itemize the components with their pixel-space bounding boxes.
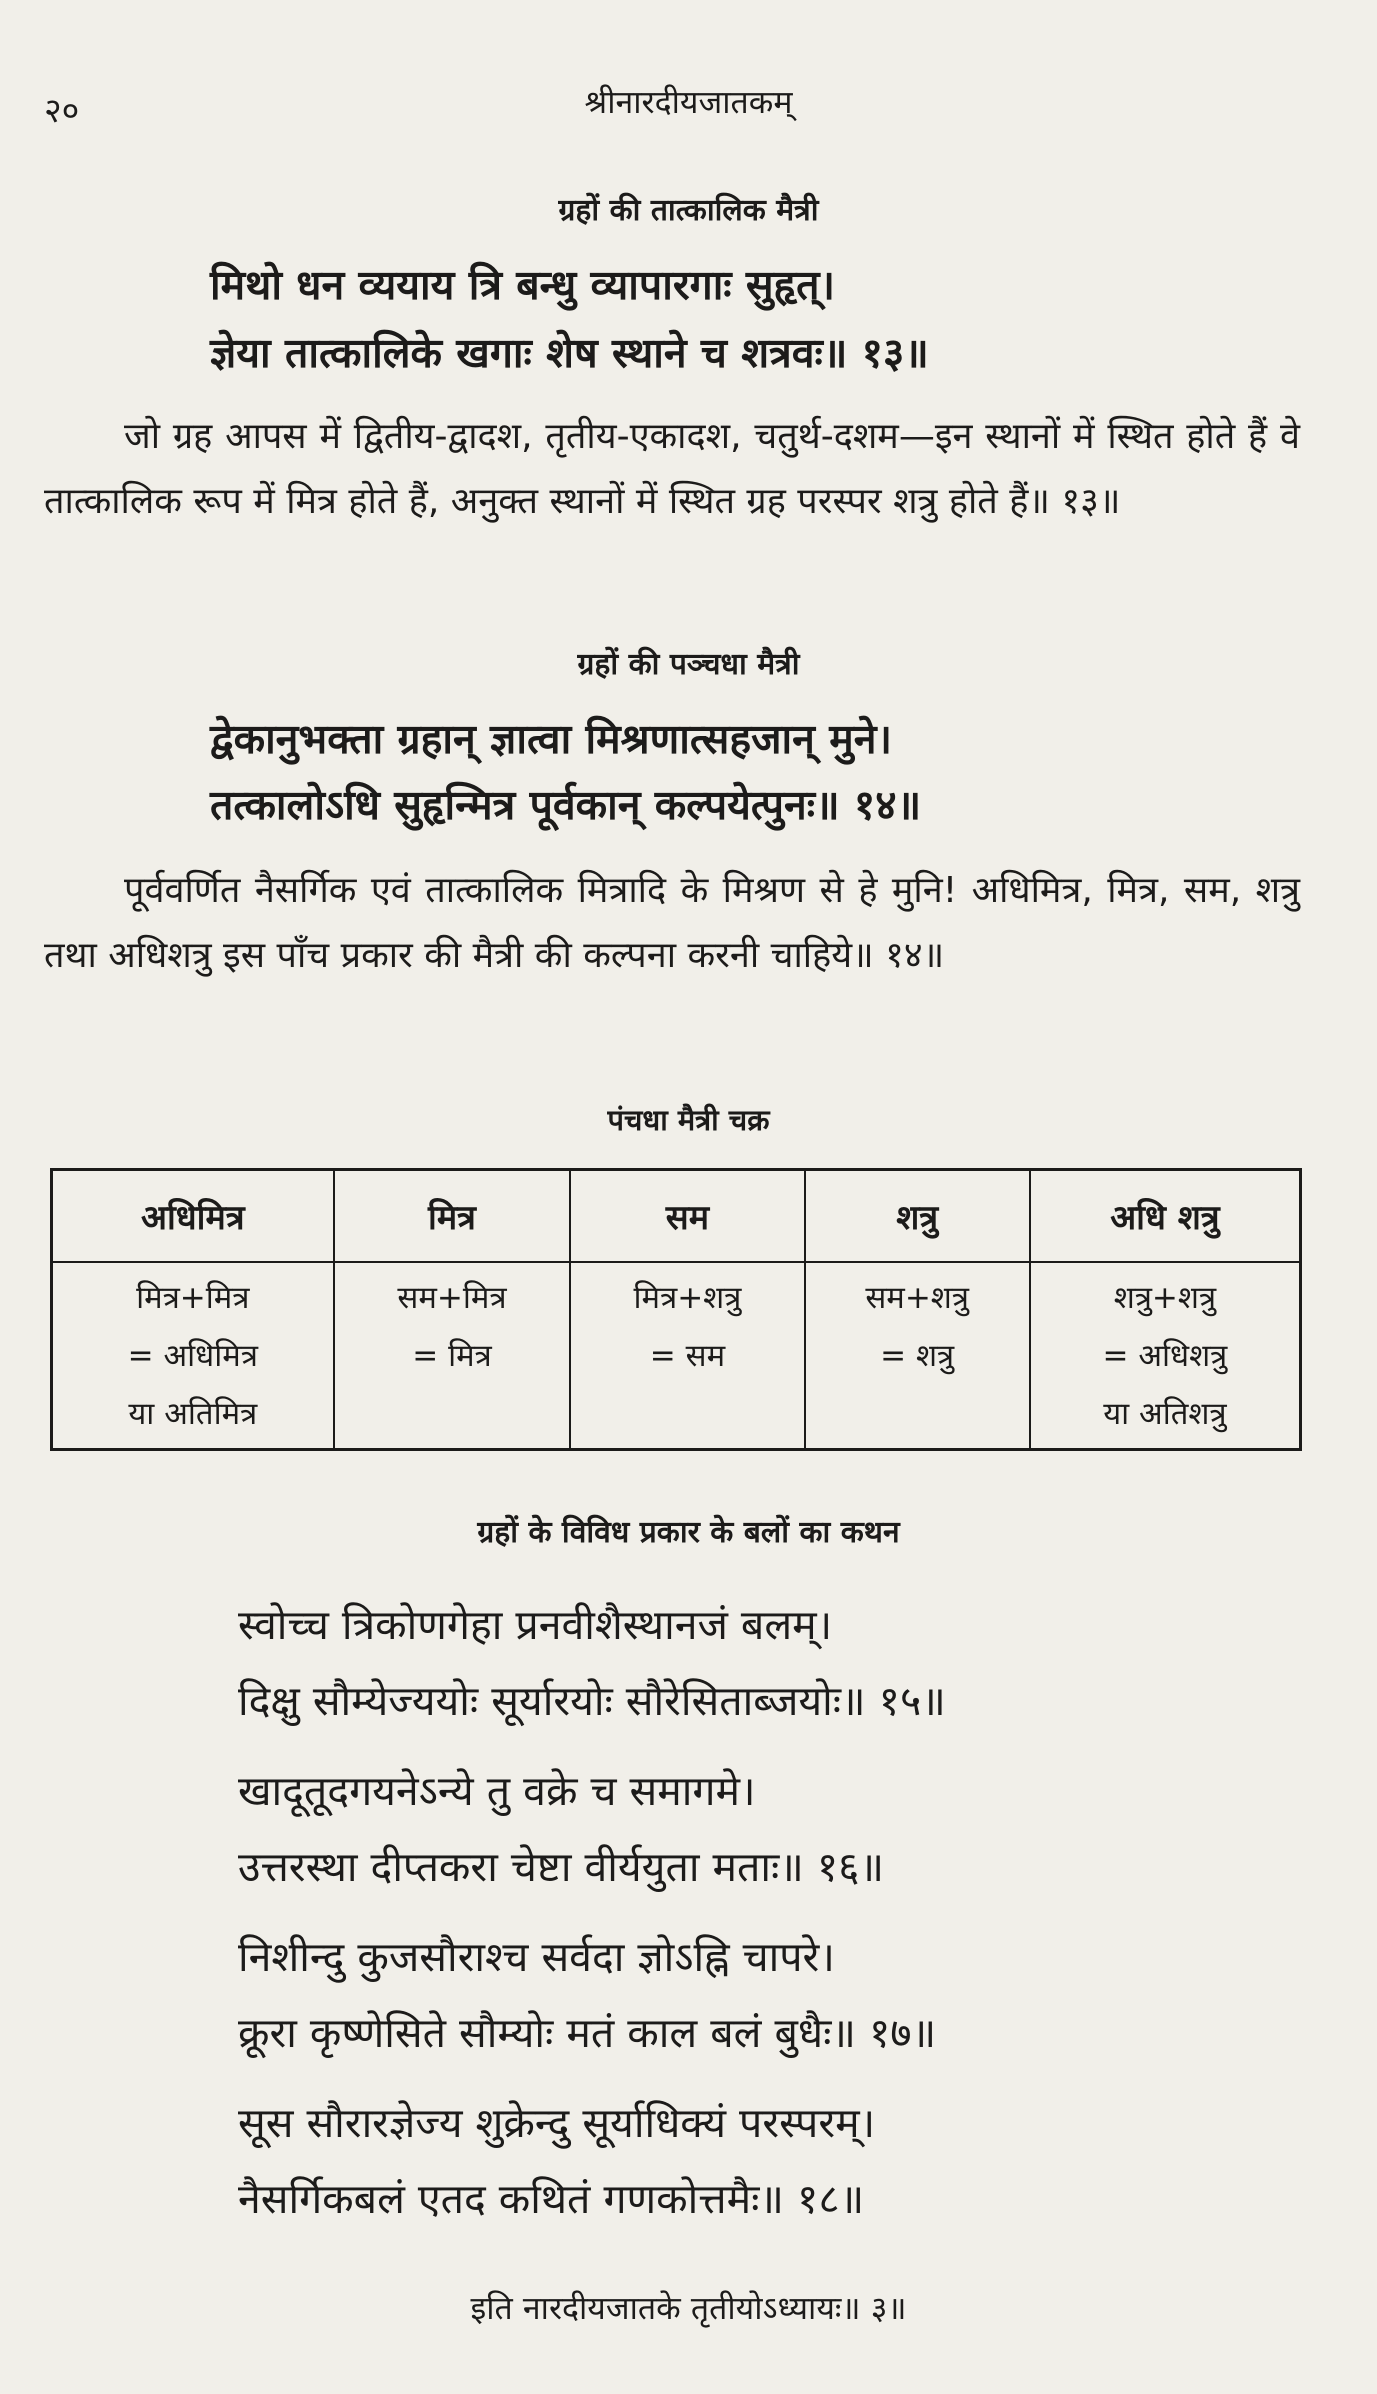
section3-heading: ग्रहों के विविध प्रकार के बलों का कथन	[477, 1515, 900, 1550]
table-title: पंचधा मैत्री चक्र	[607, 1103, 770, 1137]
header-shatru: शत्रु	[805, 1170, 1030, 1263]
verse-13-line-1: मिथो धन व्ययाय त्रि बन्धु व्यापारगाः सुहृत्।	[210, 261, 836, 309]
cell-sam: मित्र+शत्रु = सम	[570, 1262, 804, 1450]
verse-18-line-2: नैसर्गिकबलं एतद कथितं गणकोत्तमैः॥ १८॥	[238, 2175, 865, 2223]
header-adhimitra: अधिमित्र	[52, 1170, 334, 1263]
cell-adhishatru: शत्रु+शत्रु = अधिशत्रु या अतिशत्रु	[1030, 1262, 1301, 1450]
verse-16-line-2: उत्तरस्था दीप्तकरा चेष्टा वीर्ययुता मताः॥ १६॥	[238, 1843, 885, 1891]
section1-heading: ग्रहों की तात्कालिक मैत्री	[558, 193, 819, 228]
header-sam: सम	[570, 1170, 804, 1263]
verse-15-line-2: दिक्षु सौम्येज्ययोः सूर्यारयोः सौरेसिताब्जयोः॥ १५॥	[238, 1677, 946, 1725]
verse-15-line-1: स्वोच्च त्रिकोणगेहा प्रनवीशैस्थानजं बलम्।	[238, 1601, 833, 1649]
cell-shatru: सम+शत्रु = शत्रु	[805, 1262, 1030, 1450]
commentary-13: जो ग्रह आपस में द्वितीय-द्वादश, तृतीय-एकादश, चतुर्थ-दशम—इन स्थानों में स्थित होते हैं वे तात्कालिक रूप में मित्र होते हैं, अनुक्त स्थानों में स्थित ग्रह परस्पर शत्रु होते हैं॥ १३॥	[44, 416, 1300, 522]
cell-adhimitra: मित्र+मित्र = अधिमित्र या अतिमित्र	[52, 1262, 334, 1450]
verse-18-line-1: सूस सौरारज्ञेज्य शुक्रेन्दु सूर्याधिक्यं परस्परम्।	[238, 2099, 876, 2147]
section2-heading: ग्रहों की पञ्चधा मैत्री	[577, 647, 800, 682]
table-header-row	[52, 1170, 1301, 1263]
chapter-colophon: इति नारदीयजातके तृतीयोऽध्यायः॥ ३॥	[470, 2289, 907, 2327]
panchadha-maitri-table	[50, 1168, 1302, 1451]
table-row	[52, 1262, 1301, 1450]
verse-13-line-2: ज्ञेया तात्कालिके खगाः शेष स्थाने च शत्रवः॥ १३॥	[210, 329, 929, 377]
verse-17-line-2: क्रूरा कृष्णेसिते सौम्योः मतं काल बलं बुधैः॥ १७॥	[238, 2009, 937, 2057]
commentary-14: पूर्ववर्णित नैसर्गिक एवं तात्कालिक मित्रादि के मिश्रण से हे मुनि! अधिमित्र, मित्र, सम, शत्रु तथा अधिशत्रु इस पाँच प्रकार की मैत्री की कल्पना करनी चाहिये॥ १४॥	[44, 870, 1300, 976]
running-head: श्रीनारदीयजातकम्	[584, 83, 793, 121]
header-mitra: मित्र	[334, 1170, 571, 1263]
header-adhishatru: अधि शत्रु	[1030, 1170, 1301, 1263]
verse-14-line-1: द्वेकानुभक्ता ग्रहान् ज्ञात्वा मिश्रणात्सहजान् मुने।	[210, 715, 893, 763]
cell-mitra: सम+मित्र = मित्र	[334, 1262, 571, 1450]
verse-14-line-2: तत्कालोऽधि सुहृन्मित्र पूर्वकान् कल्पयेत्पुनः॥ १४॥	[210, 781, 922, 829]
verse-16-line-1: खादूतूदगयनेऽन्ये तु वक्रे च समागमे।	[238, 1767, 756, 1815]
verse-17-line-1: निशीन्दु कुजसौराश्च सर्वदा ज्ञोऽह्नि चापरे।	[238, 1933, 835, 1981]
page-number: २०	[44, 91, 80, 131]
